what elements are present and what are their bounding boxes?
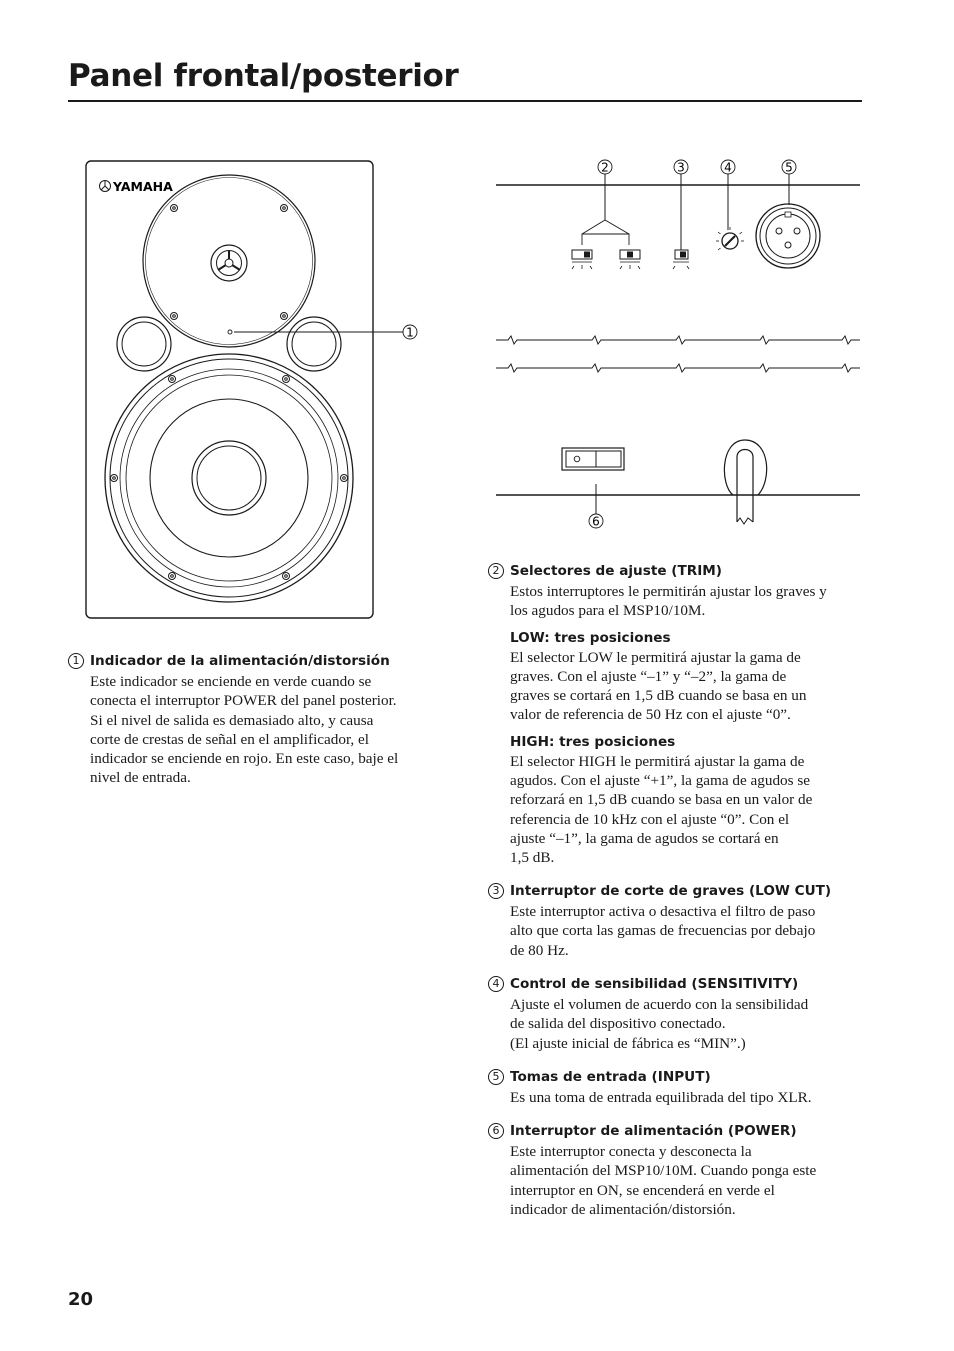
item-4-body: Ajuste el volumen de acuerdo con la sensibilidad de salida del dispositivo conectado. (El ajuste inicial de fábrica es “MIN”.) xyxy=(510,996,809,1052)
item-2-body: Estos interruptores le permitirán ajustar los graves y los agudos para el MSP10/10M. xyxy=(510,583,827,620)
high-subheading: HIGH: tres posiciones xyxy=(510,733,676,750)
item-2-title: Selectores de ajuste (TRIM) xyxy=(510,563,723,579)
item-1-number: 1 xyxy=(68,653,84,669)
rear-panel-illustration xyxy=(490,150,870,535)
high-body: El selector HIGH le permitirá ajustar la gama de agudos. Con el ajuste “+1”, la gama de agudos se reforzará en 1,5 dB cuando se basa en un valor de referencia de 10 kHz con el ajuste “0”. Con el ajuste “–1”, la gama de agudos se cortará en 1,5 dB. xyxy=(510,752,813,867)
callout-2: 2 xyxy=(601,160,609,175)
item-5-body: Es una toma de entrada equilibrada del tipo XLR. xyxy=(510,1089,812,1106)
item-4-number: 4 xyxy=(488,976,504,992)
item-1-body: Este indicador se enciende en verde cuando se conecta el interruptor POWER del panel posterior. Si el nivel de salida es demasiado alto, y causa corte de crestas de señal en el amplificador, el indicador se enciende en rojo. En este caso, baje el nivel de entrada. xyxy=(90,673,399,787)
low-body: El selector LOW le permitirá ajustar la gama de graves. Con el ajuste “–1” y “–2”, la gama de graves se cortará en 1,5 dB cuando se basa en un valor de referencia de 50 Hz con el ajuste “0”. xyxy=(510,648,807,724)
item-4 xyxy=(492,974,870,1053)
callout-3: 3 xyxy=(677,160,685,175)
callout-4: 4 xyxy=(724,160,732,175)
item-6-body: Este interruptor conecta y desconecta la alimentación del MSP10/10M. Cuando ponga este interruptor en ON, se encenderá en verde el indicador de alimentación/distorsión. xyxy=(510,1143,817,1218)
item-3 xyxy=(492,881,870,960)
item-5-number: 5 xyxy=(488,1069,504,1085)
power-cord xyxy=(724,440,766,524)
xlr-input-jack[interactable] xyxy=(756,204,820,268)
sensitivity-knob[interactable] xyxy=(716,227,744,250)
callout-6: 6 xyxy=(592,514,600,529)
item-2 xyxy=(492,561,870,868)
callout-1: 1 xyxy=(406,325,414,340)
item-3-number: 3 xyxy=(488,883,504,899)
item-2-sub-high xyxy=(510,733,870,868)
item-6-number: 6 xyxy=(488,1123,504,1139)
callout-5: 5 xyxy=(785,160,793,175)
item-2-sub-low xyxy=(510,629,870,725)
front-panel-illustration xyxy=(70,150,450,630)
page-number: 20 xyxy=(68,1289,94,1310)
item-5 xyxy=(492,1067,870,1107)
low-cut-switch[interactable] xyxy=(673,250,689,269)
item-2-number: 2 xyxy=(488,563,504,579)
trim-high-switch[interactable] xyxy=(620,250,640,269)
power-switch[interactable] xyxy=(562,448,624,470)
low-subheading: LOW: tres posiciones xyxy=(510,629,671,646)
page-title: Panel frontal/posterior xyxy=(68,58,459,94)
power-indicator-led xyxy=(228,330,232,334)
item-3-title: Interruptor de corte de graves (LOW CUT) xyxy=(510,883,832,899)
item-1-title: Indicador de la alimentación/distorsión xyxy=(90,653,390,669)
title-divider xyxy=(68,100,862,102)
item-5-title: Tomas de entrada (INPUT) xyxy=(510,1069,711,1085)
item-6-title: Interruptor de alimentación (POWER) xyxy=(510,1123,797,1139)
yamaha-logo xyxy=(100,179,174,194)
item-6 xyxy=(492,1121,870,1219)
brand-label: YAMAHA xyxy=(113,179,173,194)
trim-low-switch[interactable] xyxy=(572,250,592,269)
item-3-body: Este interruptor activa o desactiva el filtro de paso alto que corta las gamas de frecuencias por debajo de 80 Hz. xyxy=(510,903,816,959)
item-4-title: Control de sensibilidad (SENSITIVITY) xyxy=(510,976,799,992)
item-1 xyxy=(72,651,450,788)
